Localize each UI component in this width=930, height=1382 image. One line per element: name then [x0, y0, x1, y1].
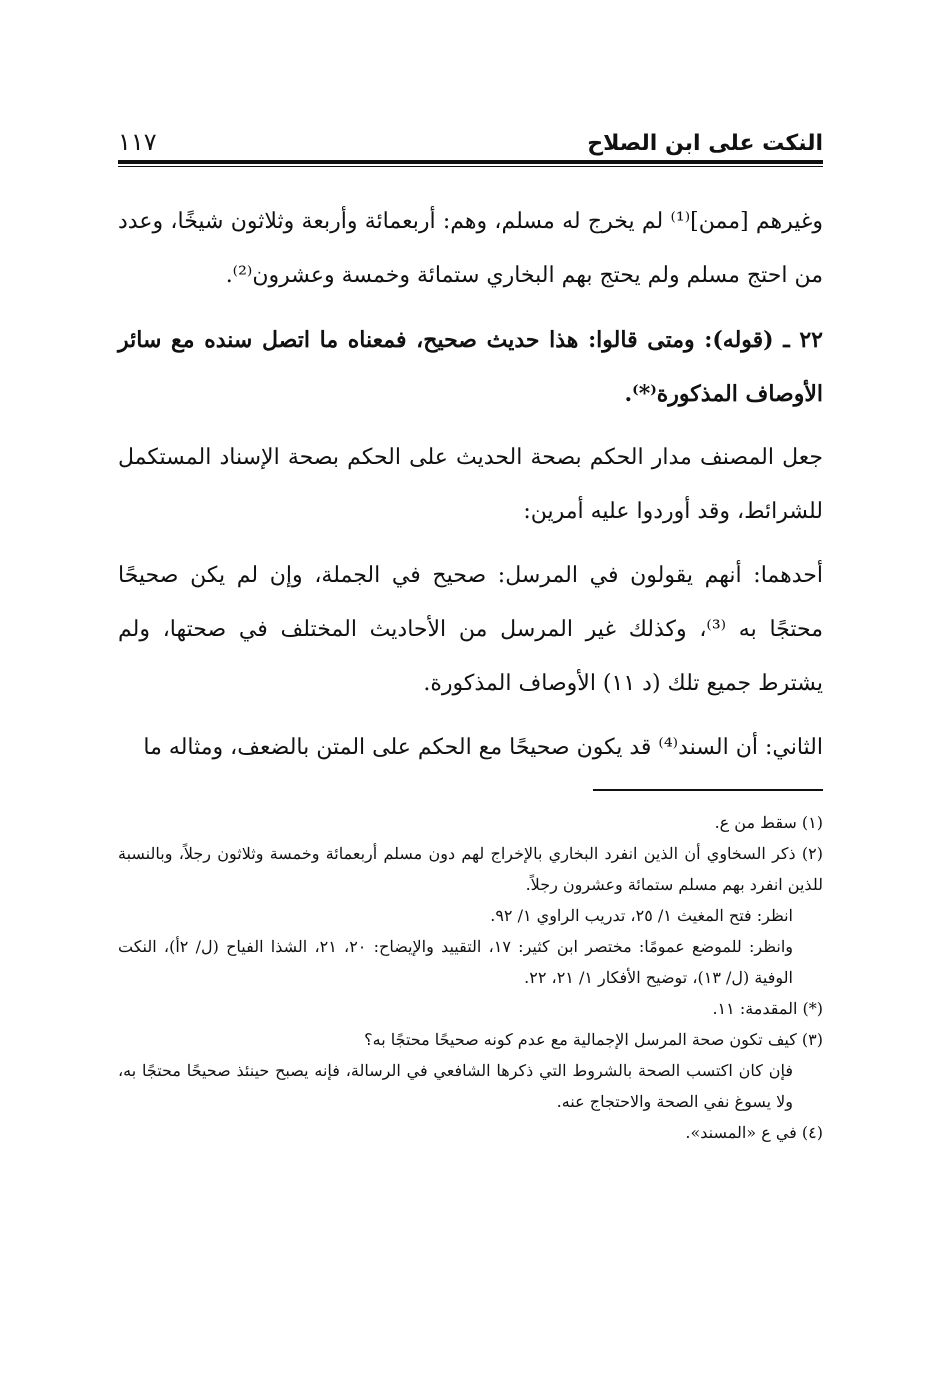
running-title: النكت على ابن الصلاح	[587, 131, 823, 156]
header-rule-thin	[118, 166, 823, 167]
header-rule-thick	[118, 160, 823, 164]
paragraph-3: جعل المصنف مدار الحكم بصحة الحديث على الحكم بصحة الإسناد المستكمل للشرائط، وقد أوردوا عليه أمرين:	[118, 445, 823, 524]
footnote-2-see-also: وانظر: للموضع عمومًا: مختصر ابن كثير: ١٧، التقييد والإيضاح: ٢٠، ٢١، الشذا الفياح (ل/ ٢أ)، النكت الوفية (ل/ ١٣)، توضيح الأفكار ١/ ٢١، ٢٢.	[118, 937, 793, 987]
paragraph-4: أحدهما: أنهم يقولون في المرسل: صحيح في الجملة، وإن لم يكن صحيحًا محتجًا به ⁽³⁾، وكذلك غير المرسل من الأحاديث المختلف في صحتها، ولم يشترط جميع تلك (د ١١) الأوصاف المذكورة.	[118, 563, 823, 696]
footnote-1: (١) سقط من ع.	[714, 813, 823, 832]
page	[118, 118, 823, 1148]
footnote-star: (*) المقدمة: ١١.	[712, 999, 823, 1018]
paragraph-2-heading: ٢٢ ـ (قوله): ومتى قالوا: هذا حديث صحيح، فمعناه ما اتصل سنده مع سائر الأوصاف المذكورة⁽*⁾.	[118, 327, 823, 407]
paragraph-1: وغيرهم [ممن]⁽¹⁾ لم يخرج له مسلم، وهم: أربعمائة وأربعة وثلاثون شيخًا، وعدد من احتج مسلم ولم يحتج بهم البخاري ستمائة وخمسة وعشرون⁽²⁾.	[118, 209, 824, 288]
running-header	[118, 118, 823, 156]
page-number: ١١٧	[118, 128, 157, 156]
footnote-3: (٣) كيف تكون صحة المرسل الإجمالية مع عدم كونه صحيحًا محتجًا به؟	[364, 1030, 823, 1049]
footnote-separator	[593, 789, 823, 791]
footnotes	[118, 807, 823, 1148]
footnote-3-cont: فإن كان اكتسب الصحة بالشروط التي ذكرها الشافعي في الرسالة، فإنه يصبح حينئذ صحيحًا محتجًا به، ولا يسوغ نفي الصحة والاحتجاج عنه.	[118, 1061, 793, 1111]
main-text	[118, 195, 823, 775]
paragraph-5: الثاني: أن السند⁽⁴⁾ قد يكون صحيحًا مع الحكم على المتن بالضعف، ومثاله ما	[143, 735, 823, 760]
footnote-2-ref: انظر: فتح المغيث ١/ ٢٥، تدريب الراوي ١/ ٩٢.	[490, 906, 793, 925]
footnote-2: (٢) ذكر السخاوي أن الذين انفرد البخاري بالإخراج لهم دون مسلم أربعمائة وخمسة وثلاثون رجلاً، وبالنسبة للذين انفرد بهم مسلم ستمائة وعشرون رجلاً.	[118, 844, 823, 894]
footnote-4: (٤) في ع «المسند».	[685, 1123, 823, 1142]
